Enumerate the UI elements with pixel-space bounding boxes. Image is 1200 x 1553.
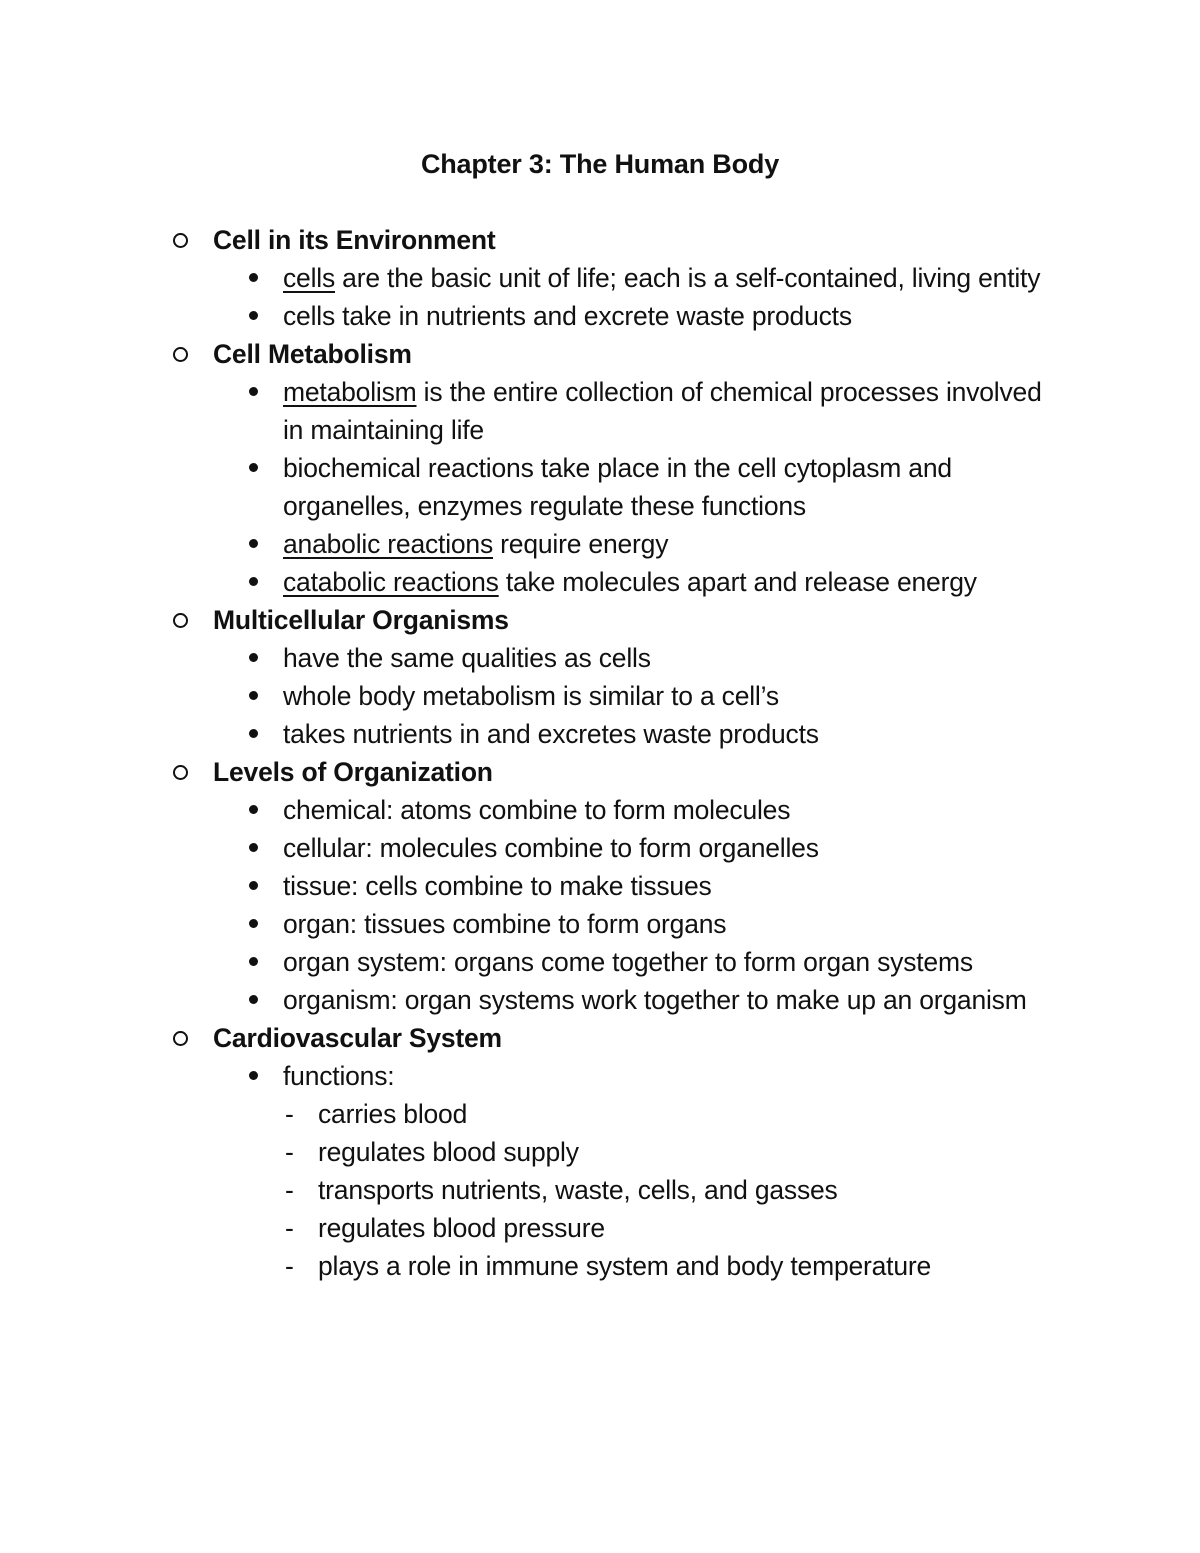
section-heading (0, 335, 1200, 373)
list-item (0, 373, 1200, 449)
outline-section (0, 1019, 1200, 1285)
sub-list-item-text: regulates blood pressure (318, 1213, 605, 1243)
list-item (0, 639, 1200, 677)
key-term: cells (283, 263, 336, 293)
key-term: anabolic reactions (283, 529, 494, 559)
dash-bullet-icon: - (285, 1099, 294, 1129)
filled-bullet-icon (249, 273, 258, 282)
hollow-circle-bullet-icon (173, 613, 188, 628)
sub-list-item-text: regulates blood supply (318, 1137, 579, 1167)
key-term: catabolic reactions (283, 567, 499, 597)
filled-bullet-icon (249, 957, 258, 966)
outline-section (0, 221, 1200, 335)
section-heading (0, 221, 1200, 259)
section-heading (0, 601, 1200, 639)
list-item-text: organ: tissues combine to form organs (283, 909, 727, 939)
dash-bullet-icon: - (285, 1137, 294, 1167)
list-item-text: is the entire collection of chemical processes involved in maintaining life (283, 377, 1049, 445)
dash-bullet-icon: - (285, 1251, 294, 1281)
sub-list-item (0, 1247, 1200, 1285)
filled-bullet-icon (249, 311, 258, 320)
hollow-circle-bullet-icon (173, 765, 188, 780)
filled-bullet-icon (249, 881, 258, 890)
filled-bullet-icon (249, 653, 258, 662)
filled-bullet-icon (249, 995, 258, 1004)
section-heading-text: Cell Metabolism (213, 339, 412, 369)
list-item-text: chemical: atoms combine to form molecules (283, 795, 791, 825)
list-item-text: have the same qualities as cells (283, 643, 651, 673)
list-item (0, 563, 1200, 601)
section-heading-text: Cell in its Environment (213, 225, 496, 255)
outline-section (0, 753, 1200, 1019)
list-item-text: tissue: cells combine to make tissues (283, 871, 712, 901)
list-item-text: cellular: molecules combine to form organelles (283, 833, 819, 863)
outline-section (0, 601, 1200, 753)
filled-bullet-icon (249, 387, 258, 396)
list-item (0, 905, 1200, 943)
outline-list (0, 221, 1200, 1285)
list-item-text: whole body metabolism is similar to a cell’s (283, 681, 779, 711)
list-item (0, 449, 1200, 525)
sub-list-item-text: plays a role in immune system and body temperature (318, 1251, 932, 1281)
sub-list-item (0, 1209, 1200, 1247)
list-item (0, 791, 1200, 829)
list-item (0, 867, 1200, 905)
filled-bullet-icon (249, 539, 258, 548)
sub-list-item (0, 1095, 1200, 1133)
list-item-text: takes nutrients in and excretes waste products (283, 719, 819, 749)
dash-bullet-icon: - (285, 1213, 294, 1243)
key-term: metabolism (283, 377, 417, 407)
filled-bullet-icon (249, 1071, 258, 1080)
list-item-text: take molecules apart and release energy (498, 567, 977, 597)
section-heading (0, 753, 1200, 791)
list-item-text: organism: organ systems work together to make up an organism (283, 985, 1027, 1015)
sub-list-item (0, 1171, 1200, 1209)
section-heading-text: Multicellular Organisms (213, 605, 509, 635)
sub-list-item-text: transports nutrients, waste, cells, and gasses (318, 1175, 838, 1205)
filled-bullet-icon (249, 729, 258, 738)
sub-list-item (0, 1133, 1200, 1171)
filled-bullet-icon (249, 577, 258, 586)
filled-bullet-icon (249, 919, 258, 928)
list-item-text: biochemical reactions take place in the cell cytoplasm and organelles, enzymes regulate these functions (283, 453, 960, 521)
outline-section (0, 335, 1200, 601)
filled-bullet-icon (249, 805, 258, 814)
list-item (0, 677, 1200, 715)
list-item-text: functions: (283, 1061, 395, 1091)
section-heading (0, 1019, 1200, 1057)
list-item (0, 525, 1200, 563)
filled-bullet-icon (249, 691, 258, 700)
list-item-text: cells take in nutrients and excrete waste products (283, 301, 852, 331)
list-item-text: organ system: organs come together to form organ systems (283, 947, 973, 977)
hollow-circle-bullet-icon (173, 1031, 188, 1046)
dash-bullet-icon: - (285, 1175, 294, 1205)
list-item (0, 259, 1200, 297)
page-title: Chapter 3: The Human Body (420, 149, 780, 179)
sub-list-item-text: carries blood (318, 1099, 468, 1129)
list-item (0, 297, 1200, 335)
filled-bullet-icon (249, 843, 258, 852)
hollow-circle-bullet-icon (173, 233, 188, 248)
list-item (0, 981, 1200, 1019)
hollow-circle-bullet-icon (173, 347, 188, 362)
list-item-text: are the basic unit of life; each is a self-contained, living entity (335, 263, 1041, 293)
list-item (0, 829, 1200, 867)
filled-bullet-icon (249, 463, 258, 472)
list-item (0, 1057, 1200, 1095)
list-item (0, 715, 1200, 753)
list-item-text: require energy (493, 529, 669, 559)
section-heading-text: Levels of Organization (213, 757, 493, 787)
section-heading-text: Cardiovascular System (213, 1023, 502, 1053)
list-item (0, 943, 1200, 981)
